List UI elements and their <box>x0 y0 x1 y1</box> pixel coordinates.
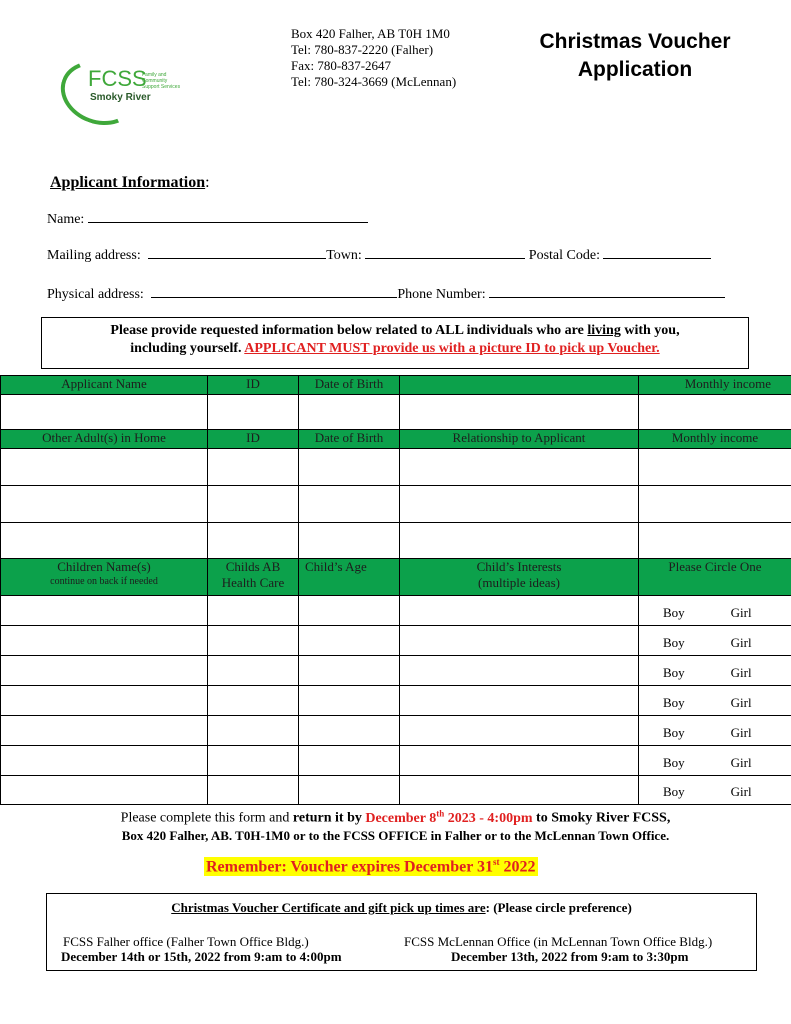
col-child-age: Child’s Age <box>299 559 400 596</box>
mclennan-office: FCSS McLennan Office (in McLennan Town Office Bldg.) <box>404 934 713 949</box>
notice-warning: APPLICANT MUST provide us with a picture ID to pick up Voucher. <box>244 341 660 356</box>
applicant-table <box>0 375 791 431</box>
falher-office: FCSS Falher office (Falher Town Office Bldg.) <box>63 934 309 949</box>
boy-option[interactable]: Boy <box>663 635 685 650</box>
girl-option[interactable]: Girl <box>730 755 752 770</box>
table-row[interactable] <box>1 716 791 746</box>
phone-input-line[interactable] <box>489 285 725 298</box>
logo-brand: FCSS <box>88 66 147 91</box>
col-health-care-line-2: Health Care <box>221 575 285 590</box>
col-child-interests-line-1: Child’s Interests <box>476 559 562 574</box>
col-circle-one: Please Circle One <box>639 559 791 596</box>
table-row[interactable] <box>1 486 791 523</box>
mailing-input-line[interactable] <box>148 246 326 259</box>
title-line-2: Application <box>577 58 693 81</box>
boy-option[interactable]: Boy <box>663 784 685 799</box>
postal-input-line[interactable] <box>603 246 711 259</box>
girl-option[interactable]: Girl <box>730 605 752 620</box>
boy-option[interactable]: Boy <box>663 755 685 770</box>
footer-return: return it by <box>292 810 366 826</box>
physical-input-line[interactable] <box>151 285 397 298</box>
table-row[interactable] <box>1 776 791 805</box>
notice-text-3: including yourself. <box>130 341 245 356</box>
physical-row <box>47 285 725 303</box>
footer-deadline-time: 2023 - 4:00pm <box>444 810 533 826</box>
fax: Fax: 780-837-2647 <box>291 58 392 73</box>
girl-option[interactable]: Girl <box>730 725 752 740</box>
reminder-text: Remember: Voucher expires December 31 <box>206 858 494 876</box>
girl-option[interactable]: Girl <box>730 635 752 650</box>
fcss-logo <box>60 62 210 124</box>
footer-text: Please complete this form and <box>120 810 293 826</box>
col-blank <box>400 376 639 395</box>
girl-option[interactable]: Girl <box>730 784 752 799</box>
table-row[interactable] <box>1 596 791 626</box>
title-line-1: Christmas Voucher <box>539 30 731 53</box>
name-input-line[interactable] <box>88 210 368 223</box>
footer-deadline: December 8 <box>365 810 437 826</box>
table-row[interactable] <box>1 395 791 431</box>
col-applicant-name: Applicant Name <box>1 376 208 395</box>
col-id: ID <box>208 376 299 395</box>
col-id: ID <box>208 430 299 449</box>
page-title <box>520 28 750 84</box>
col-children-name <box>1 559 208 596</box>
pickup-heading-text: Christmas Voucher Certificate and gift pick up times are <box>171 900 486 915</box>
table-row[interactable] <box>1 686 791 716</box>
children-table <box>0 558 791 805</box>
col-child-interests-line-2: (multiple ideas) <box>478 575 560 590</box>
notice-box <box>41 317 749 369</box>
logo-subtitle: Family and Community Support Services <box>142 72 181 90</box>
address-line: Box 420 Falher, AB T0H 1M0 <box>291 26 450 41</box>
boy-option[interactable]: Boy <box>663 695 685 710</box>
name-field <box>47 210 368 228</box>
boy-option[interactable]: Boy <box>663 725 685 740</box>
col-monthly-income: Monthly income <box>639 376 791 395</box>
col-children-note: continue on back if needed <box>50 576 158 587</box>
notice-text-2: with you, <box>620 323 680 338</box>
logo-name: Smoky River <box>90 92 151 103</box>
mailing-row <box>47 246 711 264</box>
col-health-care-line-1: Childs AB <box>225 559 281 574</box>
col-other-adults: Other Adult(s) in Home <box>1 430 208 449</box>
postal-label: Postal Code: <box>528 248 600 263</box>
tel-mclennan: Tel: 780-324-3669 (McLennan) <box>291 74 457 89</box>
col-dob: Date of Birth <box>299 430 400 449</box>
pickup-heading <box>47 900 756 916</box>
footer-address: Box 420 Falher, AB. T0H-1M0 or to the FCSS OFFICE in Falher or to the McLennan Town Office. <box>121 827 670 843</box>
mclennan-time[interactable]: December 13th, 2022 from 9:am to 3:30pm <box>451 949 689 964</box>
reminder-year: 2022 <box>499 858 536 876</box>
town-input-line[interactable] <box>365 246 525 259</box>
office-address <box>291 26 456 90</box>
return-instructions <box>0 805 791 844</box>
col-children-name-label: Children Name(s) <box>57 559 151 574</box>
other-adults-table <box>0 429 791 560</box>
footer-destination: to Smoky River FCSS, <box>532 810 671 826</box>
col-relationship: Relationship to Applicant <box>400 430 639 449</box>
notice-text: Please provide requested information below related to ALL individuals who are <box>110 323 588 338</box>
table-row[interactable] <box>1 656 791 686</box>
town-label: Town: <box>326 248 362 263</box>
applicant-heading-colon: : <box>205 174 210 191</box>
phone-label: Phone Number: <box>397 287 486 302</box>
physical-label: Physical address: <box>47 287 144 302</box>
expiry-reminder <box>204 857 538 876</box>
col-health-care <box>208 559 299 596</box>
pickup-times-box <box>46 893 757 971</box>
reminder-sup: st <box>493 857 500 867</box>
tel-falher: Tel: 780-837-2220 (Falher) <box>291 42 434 57</box>
table-row[interactable] <box>1 523 791 560</box>
table-row[interactable] <box>1 626 791 656</box>
name-label: Name: <box>47 212 85 227</box>
pickup-heading-tail: : (Please circle preference) <box>485 900 632 915</box>
col-dob: Date of Birth <box>299 376 400 395</box>
col-monthly-income: Monthly income <box>639 430 791 449</box>
footer-deadline-sup: th <box>436 808 445 818</box>
boy-option[interactable]: Boy <box>663 605 685 620</box>
col-child-interests <box>400 559 639 596</box>
table-row[interactable] <box>1 449 791 486</box>
applicant-heading <box>50 174 210 192</box>
girl-option[interactable]: Girl <box>730 665 752 680</box>
girl-option[interactable]: Girl <box>730 695 752 710</box>
mailing-label: Mailing address: <box>47 248 141 263</box>
applicant-heading-text: Applicant Information <box>50 174 206 191</box>
falher-time[interactable]: December 14th or 15th, 2022 from 9:am to 4:00pm <box>61 949 342 964</box>
notice-living: living <box>587 323 621 338</box>
table-row[interactable] <box>1 746 791 776</box>
boy-option[interactable]: Boy <box>663 665 685 680</box>
